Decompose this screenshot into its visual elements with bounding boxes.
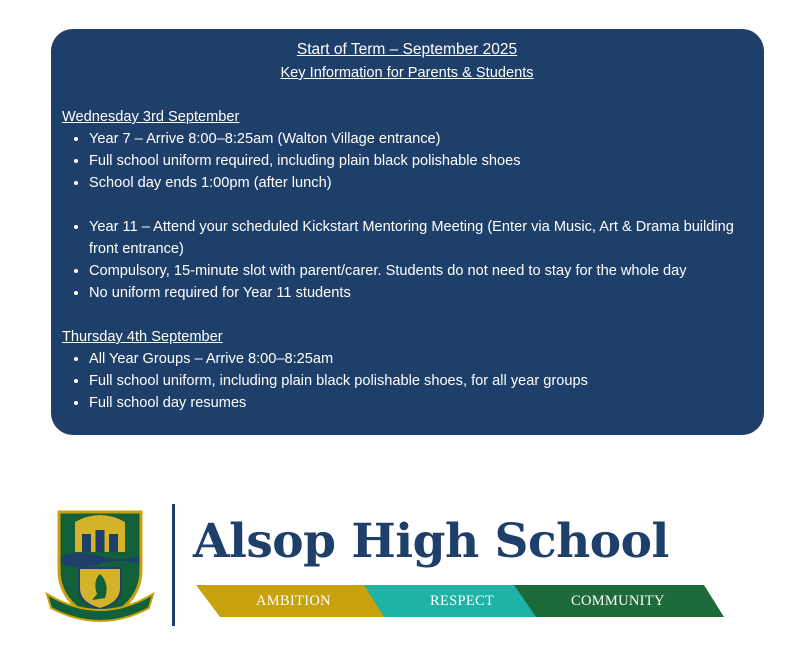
school-name: Alsop High School [193,514,669,569]
list-item: • School day ends 1:00pm (after lunch) [89,172,752,194]
spacer [62,194,752,216]
list-item: • Full school uniform required, including plain black polishable shoes [89,150,752,172]
notice-title: Start of Term – September 2025 [296,41,518,58]
list-item: • All Year Groups – Arrive 8:00–8:25am [89,348,752,370]
list-item: • Full school day resumes [89,392,752,414]
list-item: • Year 11 – Attend your scheduled Kickstart Mentoring Meeting (Enter via Music, Art & Drama building front entrance) [89,216,752,260]
day-heading-wednesday: Wednesday 3rd September [62,109,240,125]
value-community: COMMUNITY [571,593,665,609]
day-heading-thursday: Thursday 4th September [62,329,223,345]
spacer [62,304,752,326]
value-ambition: AMBITION [256,593,331,609]
values-banner [196,585,724,617]
list-item: • No uniform required for Year 11 students [89,282,752,304]
notice-card [51,29,764,435]
thursday-list [62,348,752,414]
value-respect: RESPECT [430,593,495,609]
logo-divider [172,504,175,626]
notice-subtitle: Key Information for Parents & Students [280,65,534,81]
wednesday-year11-list [62,216,752,304]
wednesday-year7-list [62,128,752,194]
list-item: • Compulsory, 15-minute slot with parent/carer. Students do not need to stay for the whole day [89,260,752,282]
list-item: • Year 7 – Arrive 8:00–8:25am (Walton Village entrance) [89,128,752,150]
school-crest-icon [45,508,155,624]
list-item: • Full school uniform, including plain black polishable shoes, for all year groups [89,370,752,392]
